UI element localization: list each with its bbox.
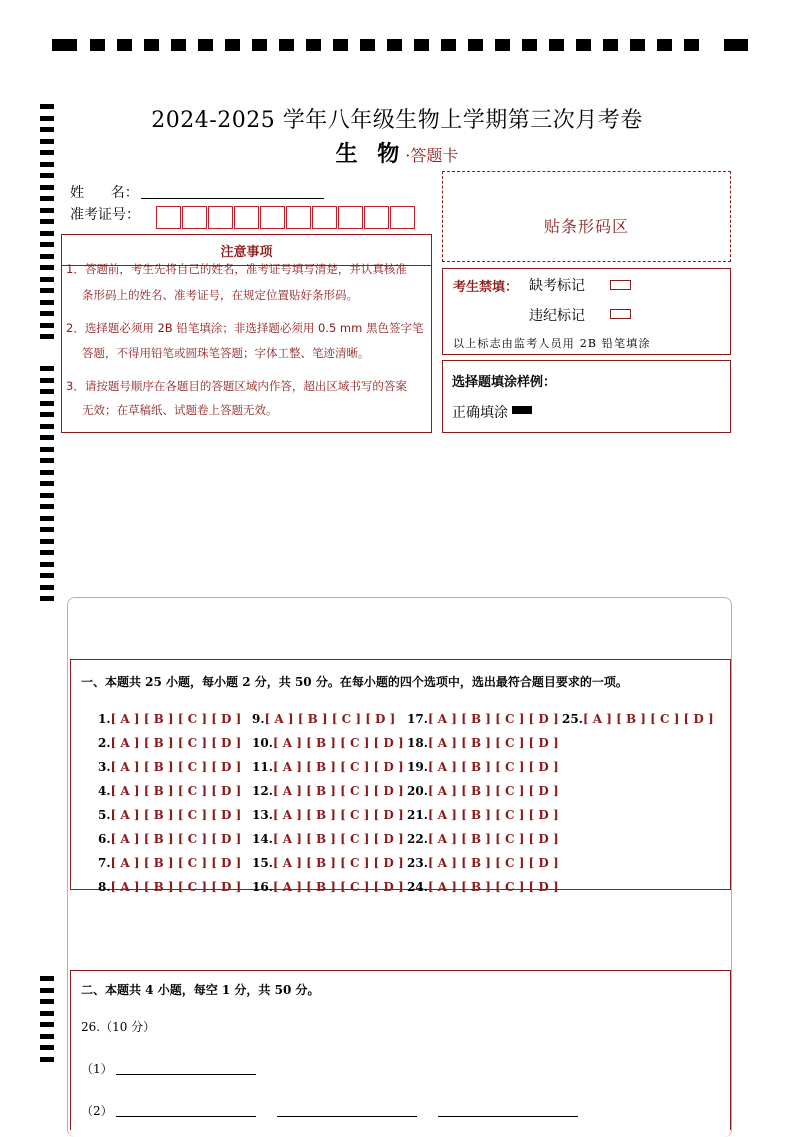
timing-mark <box>171 39 186 51</box>
timing-mark <box>40 412 54 417</box>
id-digit-box[interactable] <box>260 206 285 229</box>
choice-question-11[interactable] <box>252 760 404 774</box>
choice-question-24[interactable] <box>407 880 559 894</box>
fill-sample-label: 选择题填涂样例： <box>452 375 557 390</box>
question-number: 13. <box>252 808 273 822</box>
choice-question-23[interactable] <box>407 856 559 870</box>
timing-mark <box>40 504 54 509</box>
timing-mark <box>40 458 54 463</box>
choice-section <box>70 659 731 894</box>
timing-mark <box>40 254 54 259</box>
choice-question-8[interactable] <box>98 880 241 894</box>
exam-id-label: 准考证号： <box>70 207 140 223</box>
option-bubbles[interactable]: [ A ] [ B ] [ C ] [ D ] <box>110 832 242 846</box>
timing-mark <box>40 265 54 270</box>
timing-mark <box>40 219 54 224</box>
option-bubbles[interactable]: [ A ] [ B ] [ C ] [ D ] <box>110 736 242 750</box>
timing-mark <box>40 516 54 521</box>
choice-question-7[interactable] <box>98 856 241 870</box>
barcode-area-label: 贴条形码区 <box>543 217 629 236</box>
notice-item-3-line-2: 无效；在草稿纸、试题卷上答题无效。 <box>82 403 278 417</box>
timing-mark <box>306 39 321 51</box>
question-number: 22. <box>407 832 428 846</box>
choice-question-18[interactable] <box>407 736 559 750</box>
choice-question-22[interactable] <box>407 832 559 846</box>
option-bubbles[interactable]: [ A ] [ B ] [ C ] [ D ] <box>272 880 404 894</box>
answer-blank[interactable] <box>116 1074 256 1075</box>
timing-mark <box>198 39 213 51</box>
option-bubbles[interactable]: [ A ] [ B ] [ C ] [ D ] <box>110 808 242 822</box>
timing-mark <box>40 366 54 371</box>
timing-mark <box>144 39 159 51</box>
notice-text: 1．答题前，考生先将自己的姓名，准考证号填写清楚，并认真核准 <box>66 262 407 276</box>
timing-mark <box>40 447 54 452</box>
timing-mark <box>657 39 672 51</box>
timing-mark <box>40 277 54 282</box>
choice-question-25[interactable] <box>562 712 714 726</box>
timing-mark <box>40 311 54 316</box>
choice-question-21[interactable] <box>407 808 559 822</box>
choice-question-2[interactable] <box>98 736 241 750</box>
option-bubbles[interactable]: [ A ] [ B ] [ C ] [ D ] <box>264 712 396 726</box>
timing-mark <box>40 550 54 555</box>
question-number: 17. <box>407 712 428 726</box>
choice-question-14[interactable] <box>252 832 404 846</box>
option-bubbles[interactable]: [ A ] [ B ] [ C ] [ D ] <box>272 784 404 798</box>
timing-mark <box>40 585 54 590</box>
timing-mark <box>468 39 483 51</box>
absent-mark-label: 缺考标记 <box>529 278 585 294</box>
choice-question-20[interactable] <box>407 784 559 798</box>
timing-mark <box>40 435 54 440</box>
option-bubbles[interactable]: [ A ] [ B ] [ C ] [ D ] <box>110 880 242 894</box>
name-label: 姓 名： <box>70 185 139 201</box>
id-digit-box[interactable] <box>156 206 181 229</box>
timing-mark <box>630 39 645 51</box>
question-number: 20. <box>407 784 428 798</box>
timing-mark <box>40 1011 54 1016</box>
question-number: 18. <box>407 736 428 750</box>
notice-item-1-line-2: 条形码上的姓名、准考证号，在规定位置贴好条形码。 <box>82 288 358 302</box>
timing-mark <box>724 39 748 51</box>
option-bubbles[interactable]: [ A ] [ B ] [ C ] [ D ] <box>110 856 242 870</box>
question-number: 5. <box>98 808 111 822</box>
option-bubbles[interactable]: [ A ] [ B ] [ C ] [ D ] <box>272 760 404 774</box>
timing-mark <box>117 39 132 51</box>
timing-mark <box>40 988 54 993</box>
timing-mark <box>684 39 699 51</box>
timing-mark <box>40 231 54 236</box>
id-digit-box[interactable] <box>182 206 207 229</box>
choice-question-3[interactable] <box>98 760 241 774</box>
timing-mark <box>40 1022 54 1027</box>
examiner-only-label: 考生禁填： <box>453 280 519 295</box>
q26-blank-2-label: （2） <box>81 1104 113 1118</box>
timing-mark <box>40 208 54 213</box>
option-bubbles[interactable]: [ A ] [ B ] [ C ] [ D ] <box>272 736 404 750</box>
question-number: 9. <box>252 712 265 726</box>
examiner-only-box <box>442 268 731 355</box>
choice-section-instruction: 一、本题共 25 小题，每小题 2 分，共 50 分。在每小题的四个选项中，选出最符合题目要求的一项。 <box>81 675 628 689</box>
option-bubbles[interactable]: [ A ] [ B ] [ C ] [ D ] <box>427 784 559 798</box>
id-digit-box[interactable] <box>390 206 415 229</box>
choice-question-17[interactable] <box>407 712 559 726</box>
subject-name: 生 物 <box>335 141 406 167</box>
timing-mark <box>40 288 54 293</box>
timing-mark <box>40 378 54 383</box>
question-number: 19. <box>407 760 428 774</box>
choice-question-16[interactable] <box>252 880 404 894</box>
timing-mark <box>252 39 267 51</box>
option-bubbles[interactable]: [ A ] [ B ] [ C ] [ D ] <box>427 856 559 870</box>
violation-mark-box[interactable] <box>610 309 631 319</box>
timing-mark <box>576 39 591 51</box>
id-digit-box[interactable] <box>208 206 233 229</box>
violation-mark-label: 违纪标记 <box>529 308 585 324</box>
exam-subtitle <box>0 137 794 168</box>
option-bubbles[interactable]: [ A ] [ B ] [ C ] [ D ] <box>427 880 559 894</box>
q26-blank-1-label: （1） <box>81 1062 113 1076</box>
timing-mark <box>40 300 54 305</box>
absent-mark-box[interactable] <box>610 280 631 290</box>
question-number: 21. <box>407 808 428 822</box>
question-number: 23. <box>407 856 428 870</box>
correct-fill-label: 正确填涂 <box>452 405 508 421</box>
notice-item-2-line-1: 2．选择题必须用 2B 铅笔填涂；非选择题必须用 0.5 mm 黑色签字笔 <box>66 321 424 335</box>
choice-question-6[interactable] <box>98 832 241 846</box>
option-bubbles[interactable]: [ A ] [ B ] [ C ] [ D ] <box>110 712 242 726</box>
timing-mark <box>40 1045 54 1050</box>
timing-mark <box>52 39 77 51</box>
timing-mark <box>40 1057 54 1062</box>
timing-mark <box>40 573 54 578</box>
question-number: 11. <box>252 760 273 774</box>
timing-mark <box>40 976 54 981</box>
fill-in-section-instruction: 二、本题共 4 小题，每空 1 分，共 50 分。 <box>81 983 320 997</box>
option-bubbles[interactable]: [ A ] [ B ] [ C ] [ D ] <box>427 736 559 750</box>
notice-item-2-line-2: 答题，不得用铅笔或圆珠笔答题；字体工整、笔迹清晰。 <box>82 346 370 360</box>
notice-item-3-line-1: 3．请按题号顺序在各题目的答题区域内作答，超出区域书写的答案 <box>66 379 407 393</box>
exam-title: 2024-2025 学年八年级生物上学期第三次月考卷 <box>151 108 643 133</box>
barcode-area <box>442 171 731 262</box>
timing-mark <box>40 539 54 544</box>
question-number: 4. <box>98 784 111 798</box>
timing-mark <box>40 389 54 394</box>
fill-in-section <box>70 970 731 1130</box>
answer-blank[interactable] <box>438 1116 578 1117</box>
option-bubbles[interactable]: [ A ] [ B ] [ C ] [ D ] <box>110 784 242 798</box>
question-number: 7. <box>98 856 111 870</box>
notice-title: 注意事项 <box>220 245 273 260</box>
answer-blank[interactable] <box>277 1116 417 1117</box>
question-number: 1. <box>98 712 111 726</box>
answer-card-label: ·答题卡 <box>405 146 459 165</box>
choice-question-9[interactable] <box>252 712 395 726</box>
timing-mark <box>90 39 105 51</box>
choice-question-1[interactable] <box>98 712 241 726</box>
timing-mark <box>549 39 564 51</box>
option-bubbles[interactable]: [ A ] [ B ] [ C ] [ D ] <box>427 712 559 726</box>
timing-mark <box>414 39 429 51</box>
choice-question-10[interactable] <box>252 736 404 750</box>
timing-mark <box>40 481 54 486</box>
timing-mark <box>40 527 54 532</box>
timing-mark <box>495 39 510 51</box>
choice-question-12[interactable] <box>252 784 404 798</box>
question-number: 15. <box>252 856 273 870</box>
timing-mark <box>40 999 54 1004</box>
timing-mark <box>225 39 240 51</box>
choice-question-19[interactable] <box>407 760 559 774</box>
timing-mark <box>40 242 54 247</box>
option-bubbles[interactable]: [ A ] [ B ] [ C ] [ D ] <box>427 760 559 774</box>
timing-mark <box>40 596 54 601</box>
option-bubbles[interactable]: [ A ] [ B ] [ C ] [ D ] <box>427 808 559 822</box>
question-number: 2. <box>98 736 111 750</box>
choice-question-13[interactable] <box>252 808 404 822</box>
choice-question-4[interactable] <box>98 784 241 798</box>
question-number: 14. <box>252 832 273 846</box>
choice-question-5[interactable] <box>98 808 241 822</box>
timing-mark <box>279 39 294 51</box>
question-number: 16. <box>252 880 273 894</box>
timing-mark <box>333 39 348 51</box>
id-digit-box[interactable] <box>364 206 389 229</box>
timing-mark <box>40 1034 54 1039</box>
id-digit-box[interactable] <box>234 206 259 229</box>
timing-mark <box>40 323 54 328</box>
timing-mark <box>522 39 537 51</box>
filled-bubble-sample <box>512 406 532 414</box>
choice-grid <box>71 660 730 894</box>
timing-mark <box>40 493 54 498</box>
question-number: 6. <box>98 832 111 846</box>
timing-mark <box>441 39 456 51</box>
option-bubbles[interactable]: [ A ] [ B ] [ C ] [ D ] <box>272 832 404 846</box>
question-number: 12. <box>252 784 273 798</box>
id-digit-box[interactable] <box>338 206 363 229</box>
option-bubbles[interactable]: [ A ] [ B ] [ C ] [ D ] <box>272 808 404 822</box>
question-number: 25. <box>562 712 583 726</box>
question-number: 10. <box>252 736 273 750</box>
timing-mark <box>360 39 375 51</box>
option-bubbles[interactable]: [ A ] [ B ] [ C ] [ D ] <box>582 712 714 726</box>
id-digit-box[interactable] <box>312 206 337 229</box>
timing-mark <box>387 39 402 51</box>
notice-item-1-line-1 <box>66 262 428 277</box>
question-26-label: 26.（10 分） <box>81 1020 156 1034</box>
timing-mark <box>603 39 618 51</box>
option-bubbles[interactable]: [ A ] [ B ] [ C ] [ D ] <box>110 760 242 774</box>
timing-mark <box>40 173 54 178</box>
question-number: 3. <box>98 760 111 774</box>
question-number: 24. <box>407 880 428 894</box>
id-digit-box[interactable] <box>286 206 311 229</box>
timing-mark <box>40 185 54 190</box>
fill-sample-box <box>442 360 731 433</box>
choice-question-15[interactable] <box>252 856 404 870</box>
name-field[interactable] <box>141 198 324 199</box>
timing-mark <box>40 401 54 406</box>
timing-mark <box>40 196 54 201</box>
timing-mark <box>40 334 54 339</box>
question-number: 8. <box>98 880 111 894</box>
option-bubbles[interactable]: [ A ] [ B ] [ C ] [ D ] <box>272 856 404 870</box>
option-bubbles[interactable]: [ A ] [ B ] [ C ] [ D ] <box>427 832 559 846</box>
answer-blank[interactable] <box>116 1116 256 1117</box>
examiner-note: 以上标志由监考人员用 2B 铅笔填涂 <box>453 337 651 350</box>
timing-mark <box>40 562 54 567</box>
timing-mark <box>40 424 54 429</box>
timing-mark <box>40 470 54 475</box>
